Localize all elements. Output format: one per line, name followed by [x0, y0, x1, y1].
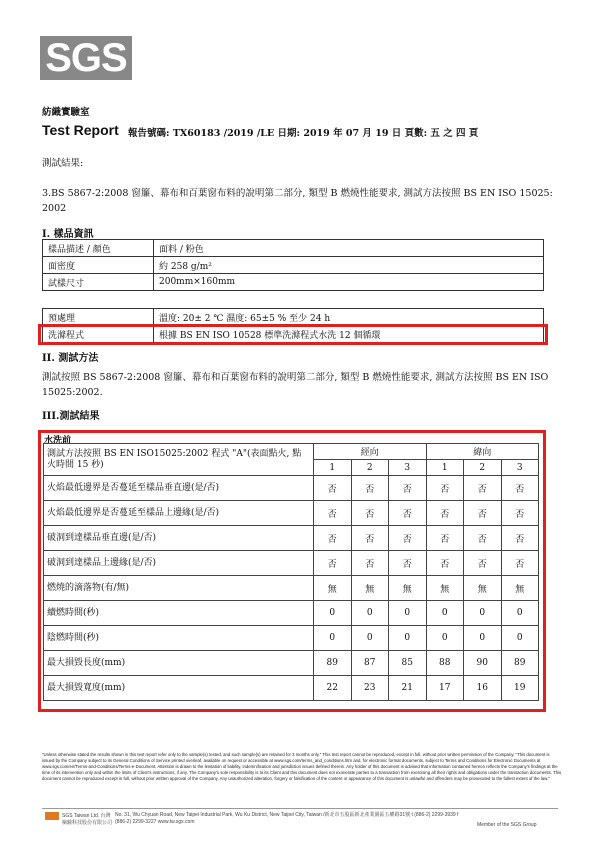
result-cell: 否 — [389, 551, 427, 576]
results-label: 測試結果: — [42, 158, 84, 169]
result-cell: 否 — [389, 501, 427, 526]
footer-notes: "Unless otherwise stated the results shown in this test report refer only to the sample(s) tested, and such sample(s) are retained for 3 months only." This test report cannot be reproduced, except in full, without prior written permission of the Company. "This document is issued by the Company subject to its General Conditions of Service printed overleaf, available on request or accessible at www.sgs.com/terms_and_conditions.htm and, for electronic format documents, subject to Terms and Conditions for Electronic Documents at www.sgs.com/en/Terms-and-Conditions/Terms-e-Document. Attention is drawn to the limitation of liability, indemnification and jurisdiction issues defined therein. Any holder of this document is advised that information contained hereon reflects the Company's findings at the time of its intervention only and within the limits of Client's instructions, if any. The Company's sole responsibility is to its Client and this document does not exonerate parties to a transaction from exercising all their rights and obligations under the transaction documents. This document cannot be reproduced except in full, without prior written approval of the Company. Any unauthorized alteration, forgery or falsification of the content or appearance of this document is unlawful and offenders may be prosecuted to the fullest extent of the law." — [42, 752, 562, 781]
test-desc-cell: 測試方法按照 BS EN ISO15025:2002 程式 "A"(表面點火, 點火時間 15 秒) — [44, 444, 314, 476]
result-cell: 否 — [351, 501, 389, 526]
footer-company: SGS Taiwan Ltd. 台灣檢驗科技股份有限公司 — [62, 813, 113, 826]
result-cell: 88 — [426, 651, 464, 676]
result-cell: 否 — [501, 476, 539, 501]
result-cell: 否 — [464, 476, 502, 501]
cell-value: 約 258 g/m² — [154, 257, 544, 274]
section-test-results: III.測試結果 — [42, 411, 100, 422]
col-number: 2 — [464, 460, 502, 476]
result-cell: 0 — [389, 626, 427, 651]
table-row — [43, 257, 544, 274]
row-label: 火焰最低邊界是否蔓延至樣品上邊緣(是/否) — [44, 501, 314, 526]
col-number: 3 — [389, 460, 427, 476]
result-cell: 無 — [464, 576, 502, 601]
result-cell: 19 — [501, 676, 539, 701]
result-cell: 無 — [351, 576, 389, 601]
result-cell: 否 — [351, 476, 389, 501]
cell-label: 洗滌程式 — [43, 326, 154, 343]
result-cell: 否 — [426, 526, 464, 551]
col-number: 1 — [426, 460, 464, 476]
result-cell: 否 — [464, 501, 502, 526]
result-cell: 否 — [426, 501, 464, 526]
test-method-text: 測試按照 BS 5867-2:2008 窗簾、幕布和百葉窗布料的說明第二部分, 類型 B 燃燒性能要求, 測試方法按照 BS EN ISO 15025:2002. — [42, 372, 549, 398]
row-label: 最大損毀長度(mm) — [44, 651, 314, 676]
result-cell: 87 — [351, 651, 389, 676]
result-cell: 否 — [501, 526, 539, 551]
col-number: 2 — [351, 460, 389, 476]
col-number: 3 — [501, 460, 539, 476]
result-cell: 無 — [426, 576, 464, 601]
result-cell: 否 — [389, 526, 427, 551]
table-row — [44, 576, 539, 601]
highlight-box-washing — [38, 324, 548, 345]
row-label: 陰燃時間(秒) — [44, 626, 314, 651]
section-sample-info: I. 樣品資訊 — [42, 229, 94, 240]
result-cell: 無 — [501, 576, 539, 601]
result-cell: 無 — [314, 576, 352, 601]
result-cell: 否 — [314, 526, 352, 551]
table-row — [43, 309, 544, 326]
table-row — [44, 551, 539, 576]
sgs-footer-logo-icon — [45, 812, 59, 820]
row-label: 燃燒的滴落物(有/無) — [44, 576, 314, 601]
footer-divider — [42, 808, 558, 809]
cell-label: 預處理 — [43, 309, 154, 326]
table-row — [44, 676, 539, 701]
result-cell: 89 — [314, 651, 352, 676]
cell-value: 根據 BS EN ISO 10528 標準洗滌程式水洗 12 個循環 — [154, 326, 544, 343]
cell-value: 200mm×160mm — [154, 274, 544, 291]
table-row — [43, 274, 544, 291]
result-cell: 90 — [464, 651, 502, 676]
table-row — [44, 501, 539, 526]
result-cell: 0 — [426, 626, 464, 651]
result-cell: 17 — [426, 676, 464, 701]
row-label: 續燃時間(秒) — [44, 601, 314, 626]
result-cell: 否 — [314, 501, 352, 526]
result-cell: 無 — [389, 576, 427, 601]
result-cell: 0 — [314, 626, 352, 651]
footer-address: No. 31, Wu Chyuan Road, New Taipei Industrial Park, Wu Ku District, New Taipei City, Taiwan /新北市五股區新北產業園區五權路31號 t (886-2) 2299-3939 f (886-2) 2299-3227 www.tw.sgs.com — [115, 812, 459, 825]
result-cell: 否 — [314, 551, 352, 576]
result-cell: 23 — [351, 676, 389, 701]
result-cell: 0 — [464, 601, 502, 626]
table-row — [44, 626, 539, 651]
table-row — [44, 601, 539, 626]
result-cell: 否 — [464, 526, 502, 551]
result-cell: 22 — [314, 676, 352, 701]
cell-label: 試樣尺寸 — [43, 274, 154, 291]
results-table — [43, 443, 539, 701]
result-cell: 0 — [314, 601, 352, 626]
warp-header: 經向 — [314, 444, 427, 460]
cell-value: 面料 / 粉色 — [154, 240, 544, 257]
item-3-title: 3.BS 5867-2:2008 窗簾、幕布和百葉窗布料的說明第二部分, 類型 B 燃燒性能要求, 測試方法按照 BS EN ISO 15025: 2002 — [42, 188, 553, 214]
cell-label: 面密度 — [43, 257, 154, 274]
result-cell: 0 — [464, 626, 502, 651]
table-row — [44, 476, 539, 501]
result-cell: 0 — [426, 601, 464, 626]
lab-name: 紡織實驗室 — [42, 107, 90, 118]
col-number: 1 — [314, 460, 352, 476]
sgs-logo: SGS — [40, 36, 132, 80]
result-cell: 否 — [389, 476, 427, 501]
cell-value: 溫度: 20± 2 ℃ 濕度: 65±5 % 至少 24 h — [154, 309, 544, 326]
result-cell: 0 — [389, 601, 427, 626]
table-row — [44, 651, 539, 676]
condition-label: 水洗前 — [44, 436, 72, 446]
section-test-method: II. 測試方法 — [42, 353, 99, 364]
result-cell: 否 — [426, 551, 464, 576]
result-cell: 否 — [314, 476, 352, 501]
result-cell: 0 — [351, 601, 389, 626]
footer-member: Member of the SGS Group — [477, 822, 537, 828]
result-cell: 否 — [351, 551, 389, 576]
result-cell: 16 — [464, 676, 502, 701]
row-label: 火焰最低邊界是否蔓延至樣品垂直邊(是/否) — [44, 476, 314, 501]
weft-header: 緯向 — [426, 444, 539, 460]
table-header-row — [44, 444, 539, 460]
cell-label: 樣品描述 / 顏色 — [43, 240, 154, 257]
result-cell: 否 — [501, 501, 539, 526]
result-cell: 0 — [351, 626, 389, 651]
result-cell: 否 — [464, 551, 502, 576]
result-cell: 21 — [389, 676, 427, 701]
result-cell: 否 — [501, 551, 539, 576]
report-title: Test Report — [42, 122, 119, 138]
result-cell: 0 — [501, 601, 539, 626]
table-row — [44, 526, 539, 551]
result-cell: 否 — [351, 526, 389, 551]
result-cell: 89 — [501, 651, 539, 676]
row-label: 最大損毀寬度(mm) — [44, 676, 314, 701]
result-cell: 否 — [426, 476, 464, 501]
row-label: 破洞到達樣品垂直邊(是/否) — [44, 526, 314, 551]
table-row — [43, 240, 544, 257]
report-header-line: 報告號碼: TX60183 /2019 /LE 日期: 2019 年 07 月 19 日 頁數: 五 之 四 頁 — [128, 128, 479, 139]
result-cell: 85 — [389, 651, 427, 676]
result-cell: 0 — [501, 626, 539, 651]
row-label: 破洞到達樣品上邊緣(是/否) — [44, 551, 314, 576]
sample-info-table — [42, 239, 544, 291]
